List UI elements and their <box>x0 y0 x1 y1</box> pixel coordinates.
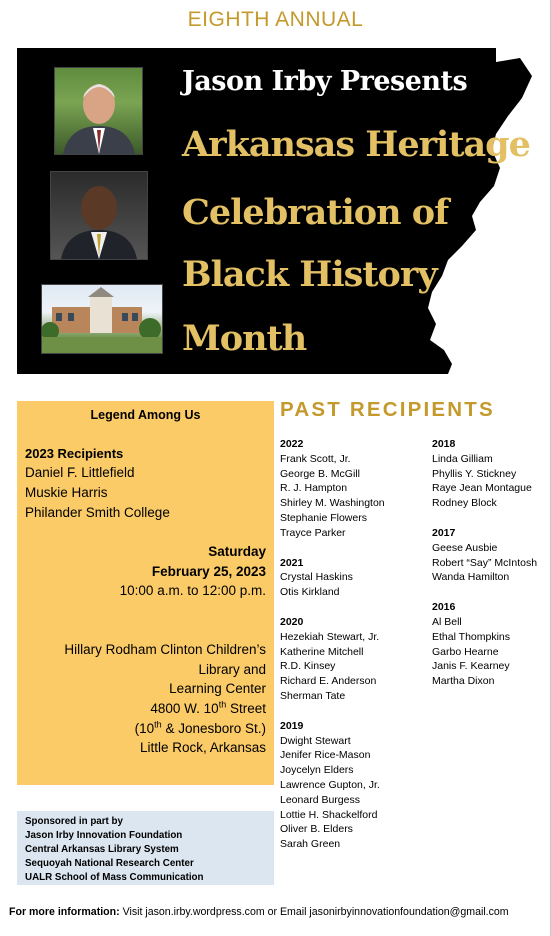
recipient-name: Leonard Burgess <box>280 793 360 806</box>
recipient-name: Lottie H. Shackelford <box>280 808 378 821</box>
recipient-name: Lawrence Gupton, Jr. <box>280 778 380 791</box>
recipient-name: Ethal Thompkins <box>432 630 511 643</box>
recipient-name: George B. McGill <box>280 467 360 480</box>
recipient-name: Phyllis Y. Stickney <box>432 467 517 480</box>
city: Little Rock, Arkansas <box>139 740 266 755</box>
recipient-name: Al Bell <box>432 615 462 628</box>
sponsor-item: Jason Irby Innovation Foundation <box>25 830 183 841</box>
past-recipients-column-right <box>432 437 537 689</box>
recipient-1: Daniel F. Littlefield <box>25 465 135 480</box>
recipient-name: Hezekiah Stewart, Jr. <box>280 630 380 643</box>
event-time: 10:00 a.m. to 12:00 p.m. <box>119 583 266 598</box>
recipient-name: Raye Jean Montague <box>432 482 532 495</box>
title-line-4: Month <box>182 318 307 359</box>
sponsors-heading: Sponsored in part by <box>25 816 123 827</box>
recipient-name: Shirley M. Washington <box>280 497 385 510</box>
event-info-box <box>17 401 274 785</box>
year-heading: 2021 <box>280 556 304 569</box>
recipient-name: Linda Gilliam <box>432 452 493 465</box>
year-heading: 2016 <box>432 601 456 614</box>
recipient-name: Frank Scott, Jr. <box>280 452 351 465</box>
venue-line-1: Hillary Rodham Clinton Children’s <box>64 642 266 657</box>
recipients-heading: 2023 Recipients <box>25 446 124 461</box>
presenter-line: Jason Irby Presents <box>182 66 468 97</box>
sponsor-item: Sequoyah National Research Center <box>25 858 194 869</box>
recipient-name: Geese Ausbie <box>432 541 498 554</box>
recipient-name: Dwight Stewart <box>280 734 351 747</box>
recipient-name: Otis Kirkland <box>280 586 340 599</box>
recipient-name: R.D. Kinsey <box>280 660 336 673</box>
building-photo <box>41 284 163 354</box>
recipient-name: Robert “Say” McIntosh <box>432 556 538 569</box>
recipient-name: R. J. Hampton <box>280 482 348 495</box>
recipient-name: Jenifer Rice-Mason <box>280 749 371 762</box>
eighth-annual-heading: EIGHTH ANNUAL <box>187 8 364 31</box>
sponsors-box <box>17 811 274 885</box>
venue-line-3: Learning Center <box>169 681 266 696</box>
footer-contact: Visit jason.irby.wordpress.com or Email jasonirbyinnovationfoundation@gmail.com <box>119 906 509 918</box>
venue-line-2: Library and <box>198 662 266 677</box>
portrait-photo-2 <box>50 171 148 260</box>
footer-info <box>9 906 509 918</box>
recipient-name: Sarah Green <box>280 838 341 851</box>
recipient-name: Richard E. Anderson <box>280 675 377 688</box>
recipient-name: Wanda Hamilton <box>432 571 510 584</box>
event-day: Saturday <box>208 544 266 559</box>
year-heading: 2022 <box>280 438 304 450</box>
past-recipients-column-left <box>280 437 385 852</box>
portrait-photo-1 <box>54 67 143 155</box>
year-heading: 2020 <box>280 615 304 628</box>
year-heading: 2018 <box>432 438 456 450</box>
recipient-3: Philander Smith College <box>25 505 170 520</box>
recipient-name: Sherman Tate <box>280 689 346 702</box>
recipient-name: Oliver B. Elders <box>280 823 353 836</box>
recipient-name: Garbo Hearne <box>432 645 499 658</box>
recipient-name: Martha Dixon <box>432 675 495 688</box>
event-banner <box>0 46 551 376</box>
year-heading: 2019 <box>280 719 304 732</box>
year-heading: 2017 <box>432 526 456 539</box>
legend-label: Legend Among Us <box>90 408 201 422</box>
recipient-name: Joycelyn Elders <box>280 764 354 777</box>
recipient-name: Janis F. Kearney <box>432 660 510 673</box>
footer-label: For more information: <box>9 906 120 918</box>
past-recipients-title: PAST RECIPIENTS <box>280 398 495 421</box>
event-date: February 25, 2023 <box>151 564 266 579</box>
street-address: 4800 W. 10th Street <box>150 699 266 716</box>
recipient-2: Muskie Harris <box>25 485 108 500</box>
title-line-1: Arkansas Heritage <box>182 124 530 165</box>
sponsor-item: UALR School of Mass Communication <box>25 872 204 883</box>
recipient-name: Crystal Haskins <box>280 571 353 584</box>
recipient-name: Stephanie Flowers <box>280 511 367 524</box>
sponsor-item: Central Arkansas Library System <box>25 844 179 855</box>
recipient-name: Rodney Block <box>432 497 497 510</box>
title-line-3: Black History <box>182 254 437 295</box>
recipient-name: Katherine Mitchell <box>280 645 364 658</box>
recipient-name: Trayce Parker <box>280 526 346 539</box>
title-line-2: Celebration of <box>182 192 449 233</box>
cross-street: (10th & Jonesboro St.) <box>134 719 266 736</box>
